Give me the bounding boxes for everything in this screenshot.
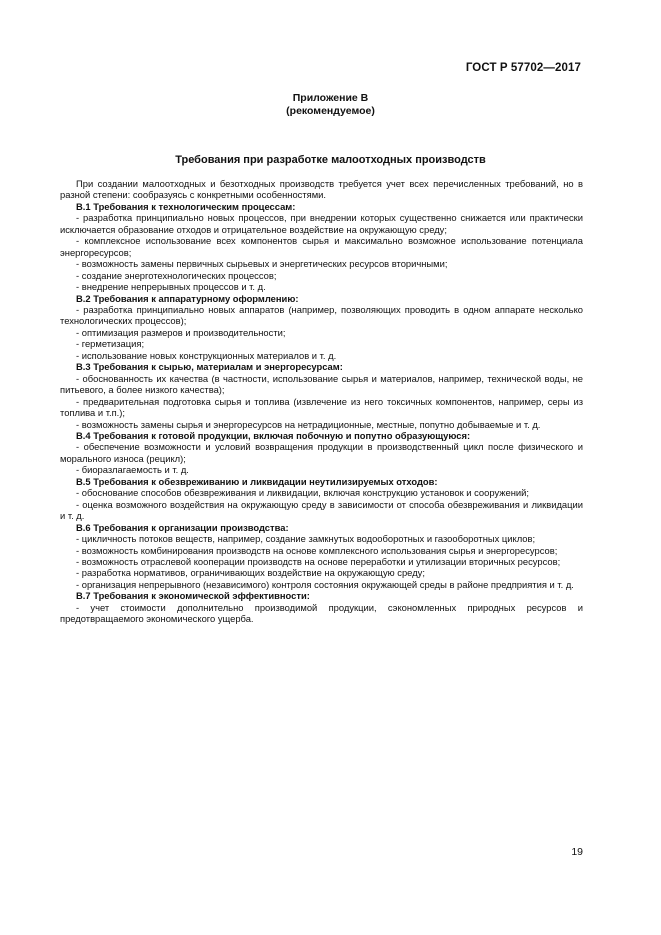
list-item: - разработка принципиально новых аппаратов (например, позволяющих проводить в одном аппарате несколько технологических процессов); (60, 303, 583, 327)
list-item: - обоснованность их качества (в частности, использование сырья и материалов, например, технической воды, не питьевого, а более низкого качества); (60, 372, 583, 396)
list-item: - оценка возможного воздействия на окружающую среду в зависимости от способа обезвреживания и ликвидации и т. д. (60, 498, 583, 522)
list-item: - возможность замены сырья и энергоресурсов на нетрадиционные, местные, попутно добываемые и т. д. (76, 418, 541, 430)
section-heading: В.7 Требования к экономической эффективности: (76, 590, 310, 602)
list-item: - оптимизация размеров и производительности; (76, 326, 286, 338)
annex-title: Требования при разработке малоотходных производств (175, 154, 486, 166)
list-item: - создание энерготехнологических процессов; (76, 269, 277, 281)
section-heading: В.3 Требования к сырью, материалам и энергоресурсам: (76, 361, 343, 373)
annex-status: (рекомендуемое) (286, 105, 375, 117)
section-heading: В.1 Требования к технологическим процессам: (76, 200, 296, 212)
list-item: - предварительная подготовка сырья и топлива (извлечение из него токсичных компонентов, например, серы из топлива и т.п.); (60, 395, 583, 419)
list-item: - возможность отраслевой кооперации производств на основе переработки и утилизации вторичных ресурсов; (76, 555, 561, 567)
section-heading: В.5 Требования к обезвреживанию и ликвидации неутилизируемых отходов: (76, 475, 438, 487)
list-item: - биоразлагаемость и т. д. (76, 464, 189, 476)
list-item: - разработка нормативов, ограничивающих воздействие на окружающую среду; (76, 567, 425, 579)
list-item: - возможность комбинирования производств на основе комплексного использования сырья и энергоресурсов; (76, 544, 558, 556)
list-item: - возможность замены первичных сырьевых и энергетических ресурсов вторичными; (76, 258, 448, 270)
section-heading: В.6 Требования к организации производства: (76, 521, 289, 533)
list-item: - комплексное использование всех компонентов сырья и максимально возможное использование потенциала энергоресурсов; (60, 235, 583, 258)
list-item: - обеспечение возможности и условий возвращения продукции в производственный цикл после физического и морального износа (рецикл); (60, 441, 583, 464)
list-item: - использование новых конструкционных материалов и т. д. (76, 349, 337, 361)
standard-code: ГОСТ Р 57702—2017 (465, 62, 581, 74)
annex-header (0, 92, 661, 118)
section-heading: В.2 Требования к аппаратурному оформлению: (76, 292, 299, 304)
list-item: - учет стоимости дополнительно производимой продукции, сэкономленных природных ресурсов и предотвращаемого экономического ущерба. (60, 601, 583, 625)
list-item: - внедрение непрерывных процессов и т. д. (76, 281, 266, 293)
body-paragraph: При создании малоотходных и безотходных производств требуется учет всех перечисленных требований, но в разной степени: сообразуясь с конкретными особенностями. (60, 178, 583, 201)
list-item: - разработка принципиально новых процессов, при внедрении которых существенно снижается или практически исключается образование отходов и отрицательное воздействие на окружающую среду; (60, 212, 583, 235)
page-number: 19 (571, 846, 583, 858)
list-item: - обоснование способов обезвреживания и ликвидации, включая конструкцию установок и сооружений; (76, 487, 530, 499)
list-item: - организация непрерывного (независимого) контроля состояния окружающей среды в районе предприятия и т. д. (76, 578, 574, 590)
document-body (60, 178, 583, 625)
section-heading: В.4 Требования к готовой продукции, включая побочную и попутно образующуюся: (76, 429, 471, 441)
list-item: - цикличность потоков веществ, например, создание замкнутых водооборотных и газооборотных циклов; (76, 533, 536, 545)
annex-label: Приложение В (292, 92, 369, 104)
list-item: - герметизация; (76, 338, 145, 350)
